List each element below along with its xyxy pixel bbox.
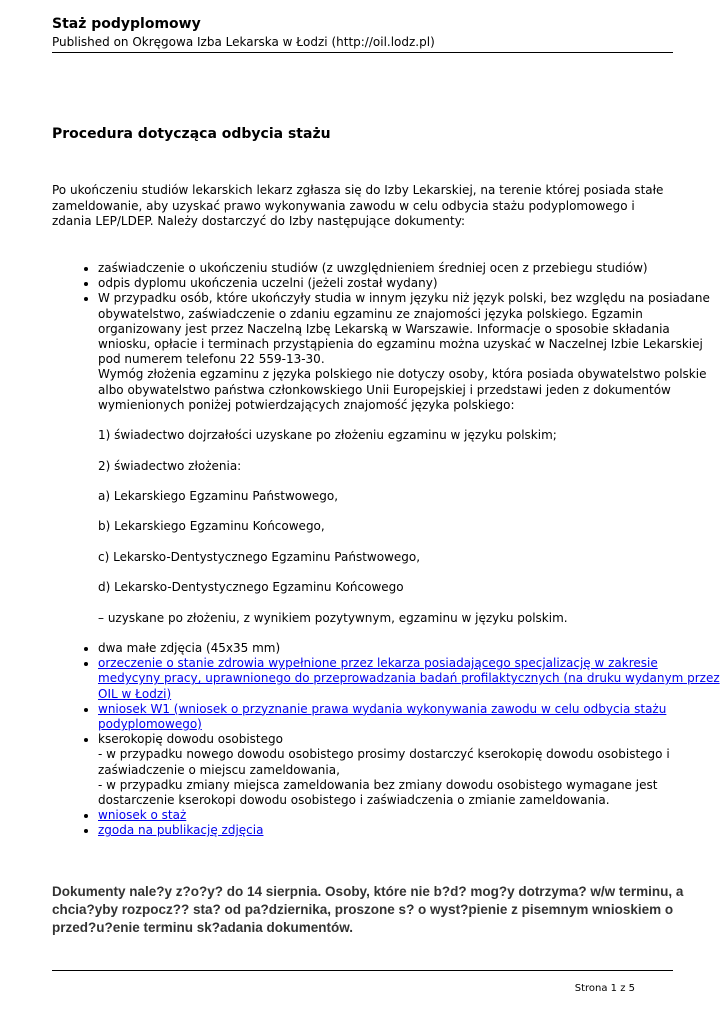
- list-item-diploma-certificate: • zaświadczenie o ukończeniu studiów (z uwzględnieniem średniej ocen z przebiegu studiów): [98, 261, 723, 276]
- option-2: 2) świadectwo złożenia:: [98, 458, 242, 473]
- documents-list: [52, 261, 723, 839]
- page-header: [52, 16, 673, 53]
- option-b: b) Lekarskiego Egzaminu Końcowego,: [98, 519, 325, 534]
- page-number: Strona 1 z 5: [574, 983, 635, 994]
- internship-application-link[interactable]: wniosek o staż: [98, 808, 187, 823]
- health-certificate-link[interactable]: orzeczenie o stanie zdrowia wypełnione przez lekarza posiadającego specjalizację w zakresie medycyny pracy, uprawnionego do przeprowadzania badań profilaktycznych (na druku wydanym przez OIL w Łodzi): [98, 656, 720, 701]
- list-item-diploma-copy: • odpis dyplomu ukończenia uczelni (jeżeli został wydany): [98, 276, 723, 291]
- option-1: 1) świadectwo dojrzałości uzyskane po złożeniu egzaminu w języku polskim;: [98, 428, 557, 443]
- language-exemption-text: Wymóg złożenia egzaminu z języka polskiego nie dotyczy osoby, która posiada obywatelstwo polskie albo obywatelstwo państwa członkowskiego Unii Europejskiej i przedstawi jeden z dokumentów wymienionych poniżej potwierdzających znajomość języka polskiego:: [98, 367, 707, 412]
- language-exam-text: W przypadku osób, które ukończyły studia w innym języku niż język polski, bez względu na posiadane obywatelstwo, zaświadczenie o zdaniu egzaminu ze znajomości języka polskiego. Egzamin organizowany jest przez Naczelną Izbę Lekarską w Warszawie. Informacje o sposobie składania wniosku, opłacie i terminach przystąpienia do egzaminu można uzyskać w Naczelnej Izbie Lekarskiej pod numerem telefonu 22 559-13-30.: [98, 291, 710, 367]
- id-card-title: kserokopię dowodu osobistego: [98, 732, 283, 747]
- list-item-w1-application: [98, 702, 723, 732]
- list-item-photos: • dwa małe zdjęcia (45x35 mm): [98, 641, 723, 656]
- spacer: [98, 626, 723, 641]
- published-on-line: Published on Okręgowa Izba Lekarska w Łodzi (http://oil.lodz.pl): [52, 35, 435, 49]
- site-title: Staż podyplomowy: [52, 16, 201, 32]
- deadline-notice: Dokumenty nale?y z?o?y? do 14 sierpnia. Osoby, które nie b?d? mog?y dotrzyma? w/w terminu, a chcia?yby rozpocz?? sta? od pa?dziernika, proszone s? o wyst?pienie z pisemnym wnioskiem o przed?u?enie terminu sk?adania dokumentów.: [52, 884, 684, 935]
- option-a: a) Lekarskiego Egzaminu Państwowego,: [98, 489, 339, 503]
- list-item-language-exam: [98, 291, 723, 641]
- list-item-health-certificate: [98, 656, 723, 702]
- option-d: d) Lekarsko-Dentystycznego Egzaminu Końcowego: [98, 580, 404, 595]
- list-item-photo-consent: [98, 823, 723, 838]
- intro-paragraph: Po ukończeniu studiów lekarskich lekarz zgłasza się do Izby Lekarskiej, na terenie której posiada stałe zameldowanie, aby uzyskać prawo wykonywania zawodu w celu odbycia stażu podyplomowego i zdania LEP/LDEP. Należy dostarczyć do Izby następujące dokumenty:: [52, 183, 664, 228]
- id-card-change-text: - w przypadku zmiany miejsca zameldowania bez zmiany dowodu osobistego wymagane jest dostarczenie kserokopi dowodu osobistego i zaświadczenia o zmianie zameldowania.: [98, 777, 658, 807]
- photo-consent-link[interactable]: zgoda na publikację zdjęcia: [98, 823, 264, 838]
- page-title: Procedura dotycząca odbycia stażu: [52, 126, 331, 142]
- list-item-id-card: [98, 732, 723, 808]
- w1-application-link[interactable]: wniosek W1 (wniosek o przyznanie prawa wydania wykonywania zawodu w celu odbycia stażu podyplomowego): [98, 701, 667, 731]
- option-closing: – uzyskane po złożeniu, z wynikiem pozytywnym, egzaminu w języku polskim.: [98, 610, 568, 625]
- id-card-new-id-text: - w przypadku nowego dowodu osobistego prosimy dostarczyć kserokopię dowodu osobistego i zaświadczenie o miejscu zameldowania,: [98, 747, 670, 777]
- list-item-internship-application: [98, 808, 723, 823]
- option-c: c) Lekarsko-Dentystycznego Egzaminu Państwowego,: [98, 549, 421, 564]
- footer-divider: [52, 970, 673, 971]
